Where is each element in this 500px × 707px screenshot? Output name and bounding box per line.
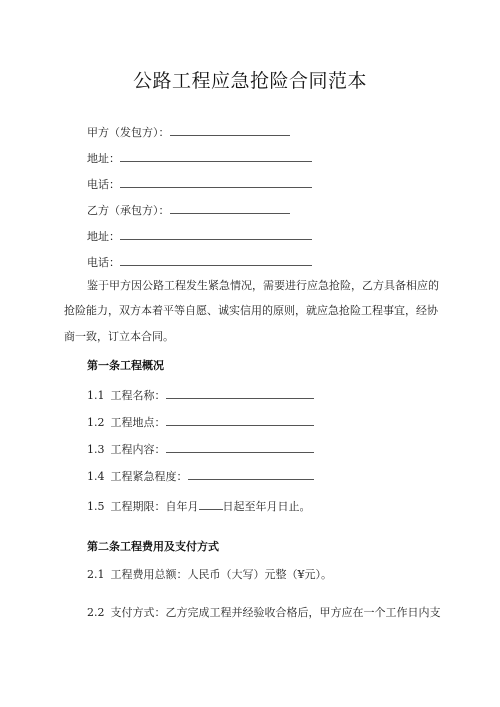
- party-a-phone-label: 电话：: [87, 178, 120, 191]
- item-2-1-num: 2.1: [87, 568, 105, 581]
- item-1-4: [87, 468, 314, 484]
- item-1-2: [87, 414, 314, 430]
- item-1-5-blank[interactable]: [199, 498, 223, 510]
- item-1-5-num: 1.5: [87, 500, 105, 513]
- item-2-2: [87, 606, 441, 620]
- intro-line-2: 抢险能力，双方本着平等自愿、诚实信用的原则，就应急抢险工程事宜，经协: [64, 304, 438, 317]
- item-1-1-label: 工程名称：: [110, 389, 166, 402]
- item-1-2-num: 1.2: [87, 416, 105, 429]
- party-a-label: 甲方（发包方）：: [87, 126, 170, 139]
- party-b-address-line: [87, 228, 312, 244]
- item-2-2-text: 支付方式：乙方完成工程并经验收合格后，甲方应在一个工作日内支: [110, 606, 441, 619]
- item-1-5-label: 工程期限：自年月: [110, 500, 199, 513]
- party-a-line: [87, 124, 290, 140]
- item-2-2-num: 2.2: [87, 606, 105, 619]
- section-1-heading: 第一条工程概况: [87, 359, 164, 372]
- item-2-1-text: 工程费用总额：人民币（大写）元整（¥元）。: [110, 568, 332, 581]
- intro-line-1: 鉴于甲方因公路工程发生紧急情况，需要进行应急抢险，乙方具备相应的: [87, 279, 439, 292]
- item-1-4-num: 1.4: [87, 470, 105, 483]
- party-a-address-label: 地址：: [87, 152, 120, 165]
- item-1-5: [87, 498, 311, 514]
- item-1-4-blank[interactable]: [188, 468, 314, 480]
- item-1-1-num: 1.1: [87, 389, 105, 402]
- item-1-3-num: 1.3: [87, 443, 105, 456]
- item-1-3-blank[interactable]: [166, 441, 314, 453]
- item-1-1-blank[interactable]: [166, 387, 314, 399]
- party-a-phone-line: [87, 176, 312, 192]
- item-2-1: [87, 568, 332, 582]
- section-2-heading: 第二条工程费用及支付方式: [87, 540, 219, 553]
- item-1-4-label: 工程紧急程度：: [110, 470, 188, 483]
- item-1-5-suffix: 日起至年月日止。: [222, 500, 311, 513]
- party-b-address-label: 地址：: [87, 230, 120, 243]
- party-b-phone-line: [87, 254, 312, 270]
- party-a-address-line: [87, 150, 312, 166]
- intro-line-3: 商一致，订立本合同。: [64, 330, 174, 343]
- party-a-phone-blank[interactable]: [120, 176, 312, 188]
- party-b-phone-blank[interactable]: [120, 254, 312, 266]
- item-1-1: [87, 387, 314, 403]
- party-b-phone-label: 电话：: [87, 256, 120, 269]
- document-title: 公路工程应急抢险合同范本: [132, 70, 367, 92]
- party-b-blank[interactable]: [170, 202, 290, 214]
- party-b-label: 乙方（承包方）：: [87, 204, 170, 217]
- party-a-blank[interactable]: [170, 124, 290, 136]
- item-1-3: [87, 441, 314, 457]
- item-1-2-label: 工程地点：: [110, 416, 166, 429]
- party-a-address-blank[interactable]: [120, 150, 312, 162]
- item-1-2-blank[interactable]: [166, 414, 314, 426]
- party-b-address-blank[interactable]: [120, 228, 312, 240]
- party-b-line: [87, 202, 290, 218]
- item-1-3-label: 工程内容：: [110, 443, 166, 456]
